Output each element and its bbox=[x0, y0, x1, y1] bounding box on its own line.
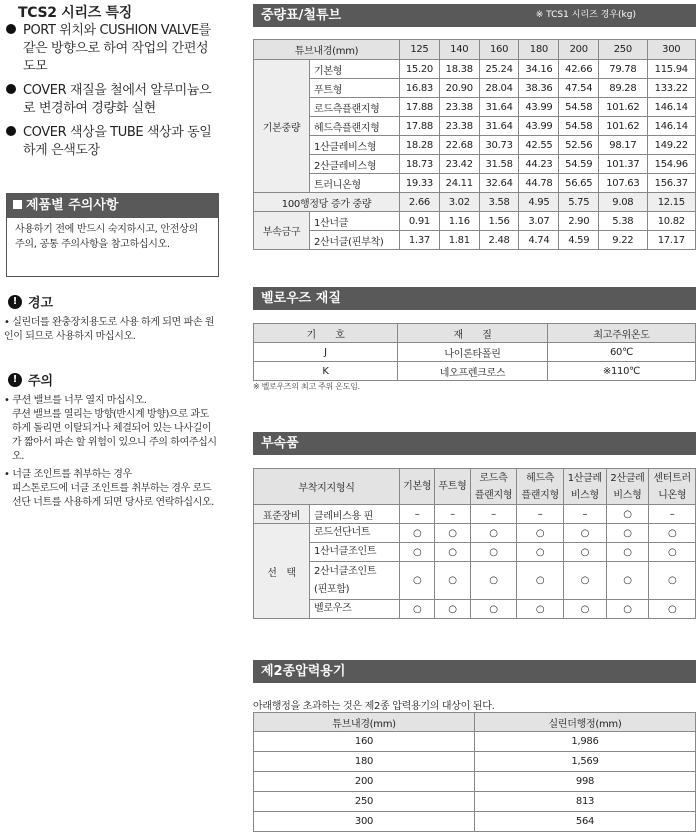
mark: ○ bbox=[517, 600, 564, 619]
table-row: 1산너클조인트 ○ ○ ○ ○ ○ ○ ○ bbox=[254, 543, 696, 562]
pressure-table bbox=[253, 712, 696, 832]
bullet-icon bbox=[6, 24, 16, 34]
pressure-rows bbox=[254, 732, 696, 832]
weight-section-header: 중량표/철튜브 ※ TCS1 시리즈 경우(kg) bbox=[253, 4, 696, 27]
mark: ○ bbox=[470, 562, 517, 600]
pressure-note: 아래행정을 초과하는 것은 제2종 압력용기의 대상이 된다. bbox=[253, 701, 495, 712]
accessories-section-header: 부속품 bbox=[253, 432, 696, 455]
table-row: 선 택 로드선단너트 ○ ○ ○ ○ ○ ○ ○ bbox=[254, 524, 696, 543]
mark: ○ bbox=[606, 505, 649, 524]
column-header: 헤드측 플랜지형 bbox=[517, 469, 564, 505]
mark: ○ bbox=[649, 562, 696, 600]
alert-icon: ! bbox=[8, 295, 22, 309]
feature-item: COVER 재질을 철에서 알루미늄으로 변경하여 경량화 실현 bbox=[6, 82, 220, 118]
mark: – bbox=[470, 505, 517, 524]
basic-weight-rows bbox=[254, 60, 696, 193]
table-row: 250 813 bbox=[254, 792, 696, 812]
bore-header: 튜브내경(mm) bbox=[254, 40, 400, 60]
feature-item: COVER 색상을 TUBE 색상과 동일하게 은색도장 bbox=[6, 124, 220, 160]
mark: ○ bbox=[563, 600, 606, 619]
group-label: 선 택 bbox=[254, 524, 310, 619]
product-caution-body: 사용하기 전에 반드시 숙지하시고, 안전상의 주의, 공통 주의사항을 참고하십시오. bbox=[15, 224, 198, 250]
mark: ○ bbox=[400, 562, 435, 600]
bellows-note: ※ 벨로우즈의 최고 주위 온도임. bbox=[253, 382, 360, 391]
table-row: J 나이론타폴린 60℃ bbox=[254, 343, 696, 362]
table-row: 160 1,986 bbox=[254, 732, 696, 752]
weight-table bbox=[253, 39, 696, 250]
mark: ○ bbox=[606, 524, 649, 543]
mark: ○ bbox=[400, 543, 435, 562]
weight-header-row: 튜브내경(mm) 125 140 160 180 200 250 300 bbox=[254, 40, 696, 60]
table-row: K 네오프렌크로스 ※110℃ bbox=[254, 362, 696, 381]
option-rows bbox=[254, 524, 696, 619]
feature-item: PORT 위치와 CUSHION VALVE를 같은 방향으로 하여 작업의 간편성 도모 bbox=[6, 22, 220, 76]
accessory-weight-rows bbox=[254, 212, 696, 250]
mark: ○ bbox=[435, 562, 470, 600]
mark: ○ bbox=[563, 562, 606, 600]
column-header: 푸트형 bbox=[435, 469, 470, 505]
table-row: 200 998 bbox=[254, 772, 696, 792]
mark: ○ bbox=[435, 600, 470, 619]
group-label: 기본중량 bbox=[254, 60, 310, 193]
accessories-header-row: 부착지지형식 기본형 푸트형 로드측 플랜지형 헤드측 플랜지형 1산클레 비스형 2산클레 비스형 센터트러 니온형 bbox=[254, 469, 696, 505]
mark: ○ bbox=[563, 524, 606, 543]
mark: – bbox=[435, 505, 470, 524]
table-row: 벨로우즈 ○ ○ ○ ○ ○ ○ ○ bbox=[254, 600, 696, 619]
mark: ○ bbox=[435, 524, 470, 543]
table-row: 1산클레비스형 18.28 22.68 30.73 42.55 52.56 98.17 149.22 bbox=[254, 136, 696, 155]
table-row: 헤드측플랜지형 17.88 23.38 31.64 43.99 54.58 101.62 146.14 bbox=[254, 117, 696, 136]
pressure-header-row: 튜브내경(mm) 실린더행정(mm) bbox=[254, 713, 696, 732]
table-row: 100행정당 증가 중량 2.66 3.02 3.58 4.95 5.75 9.08 12.15 bbox=[254, 193, 696, 212]
mark: ○ bbox=[435, 543, 470, 562]
product-caution-header: 제품별 주의사항 bbox=[7, 194, 218, 218]
table-row: 로드측플랜지형 17.88 23.38 31.64 43.99 54.58 101.62 146.14 bbox=[254, 98, 696, 117]
product-caution-box bbox=[6, 193, 219, 277]
mark: ○ bbox=[563, 543, 606, 562]
mark: ○ bbox=[606, 562, 649, 600]
mark: ○ bbox=[649, 524, 696, 543]
alert-icon: ! bbox=[8, 373, 22, 387]
features-list bbox=[6, 22, 220, 166]
group-label: 부속금구 bbox=[254, 212, 310, 250]
table-row: 180 1,569 bbox=[254, 752, 696, 772]
table-row: 2산너클조인트 (핀포함) ○ ○ ○ ○ ○ ○ ○ bbox=[254, 562, 696, 600]
mark: ○ bbox=[470, 600, 517, 619]
bullet-icon bbox=[6, 84, 16, 94]
bellows-section-header: 벨로우즈 재질 bbox=[253, 287, 696, 310]
mark: ○ bbox=[606, 543, 649, 562]
mark: – bbox=[517, 505, 564, 524]
column-header: 2산클레 비스형 bbox=[606, 469, 649, 505]
square-icon bbox=[13, 200, 22, 209]
features-title: TCS2 시리즈 특징 bbox=[18, 5, 132, 21]
table-row: 2산클레비스형 18.73 23.42 31.58 44.23 54.59 101.37 154.96 bbox=[254, 155, 696, 174]
column-header: 센터트러 니온형 bbox=[649, 469, 696, 505]
warning-heading: ! 경고 bbox=[8, 292, 53, 311]
mark: ○ bbox=[606, 600, 649, 619]
mark: ○ bbox=[400, 600, 435, 619]
table-row: 기본중량 기본형 15.20 18.38 25.24 34.16 42.66 79.78 115.94 bbox=[254, 60, 696, 79]
column-header: 1산클레 비스형 bbox=[563, 469, 606, 505]
mark: – bbox=[563, 505, 606, 524]
mark: ○ bbox=[517, 562, 564, 600]
mark: ○ bbox=[517, 543, 564, 562]
mark: – bbox=[649, 505, 696, 524]
column-header: 기본형 bbox=[400, 469, 435, 505]
accessories-table bbox=[253, 468, 696, 619]
mark: ○ bbox=[470, 524, 517, 543]
bullet-icon bbox=[6, 126, 16, 136]
mark: ○ bbox=[649, 543, 696, 562]
mark: ○ bbox=[649, 600, 696, 619]
warning-text: • 실린더를 완충장치용도로 사용 하게 되면 파손 원인이 되므로 사용하지 마십시오. bbox=[4, 317, 215, 342]
table-row: 표준장비 클레비스용 핀 – – – – – ○ – bbox=[254, 505, 696, 524]
attention-heading: ! 주의 bbox=[8, 370, 53, 389]
pressure-section-header: 제2종압력용기 bbox=[253, 660, 696, 683]
mark: – bbox=[400, 505, 435, 524]
column-header: 로드측 플랜지형 bbox=[470, 469, 517, 505]
table-row: 부속금구 1산너클 0.91 1.16 1.56 3.07 2.90 5.38 10.82 bbox=[254, 212, 696, 231]
attention-text: • 쿠션 밸브를 너무 열지 마십시오. 쿠션 밸브를 열리는 방향(반시계 방향)으로 과도하게 돌리면 이탈되거나 체결되어 있는 나사길이가 짧아서 파손 할 위험이 있으니 주의 하여주십시오. • 너클 조인트를 취부하는 경우 피스톤로드에 너클 조인트를 취부하는 경우 로드선단 너트를 사용하게 되면 당사로 연락하십시오. bbox=[4, 395, 217, 508]
table-row: 2산너클(핀부착) 1.37 1.81 2.48 4.74 4.59 9.22 17.17 bbox=[254, 231, 696, 250]
table-row: 푸트형 16.83 20.90 28.04 38.36 47.54 89.28 133.22 bbox=[254, 79, 696, 98]
table-row: 트러니온형 19.33 24.11 32.64 44.78 56.65 107.63 156.37 bbox=[254, 174, 696, 193]
bellows-header-row: 기 호 재 질 최고주위온도 bbox=[254, 324, 696, 343]
mark: ○ bbox=[470, 543, 517, 562]
table-row: 300 564 bbox=[254, 812, 696, 832]
bellows-table bbox=[253, 323, 696, 381]
mark: ○ bbox=[517, 524, 564, 543]
mark: ○ bbox=[400, 524, 435, 543]
